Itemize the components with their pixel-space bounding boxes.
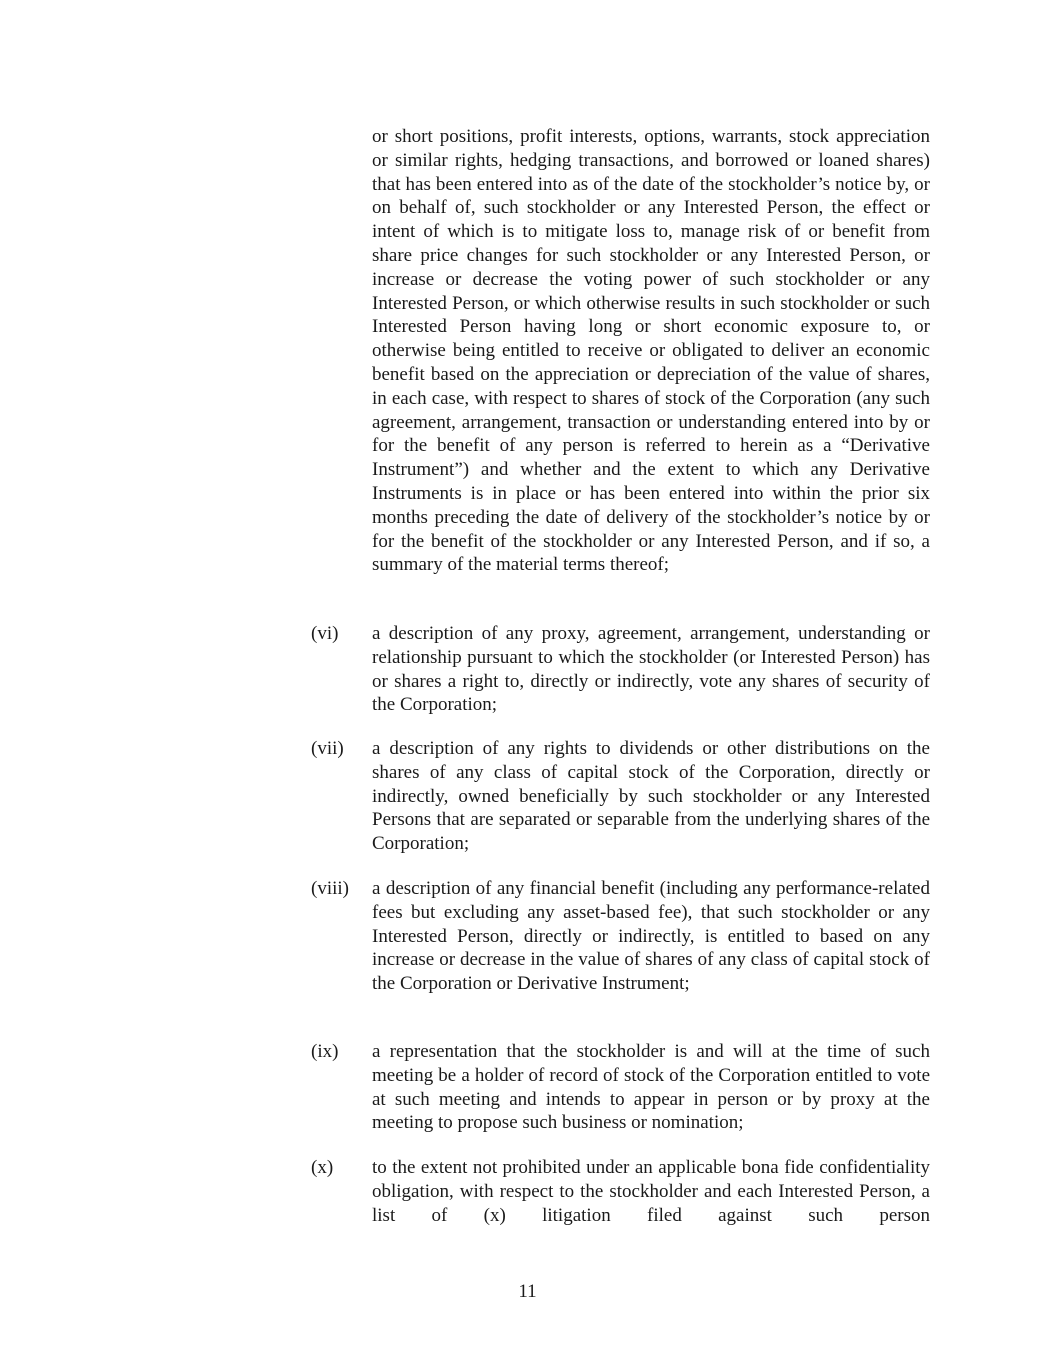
continuation-paragraph: or short positions, profit interests, options, warrants, stock appreciation or similar rights, hedging transactions, and borrowed or loaned shares) that has been entered into as of the date of the stockholder’s notice by, or on behalf of, such stockholder or any Interested Person, the effect or intent of which is to mitigate loss to, manage risk of or benefit from share price changes for such stockholder or any Interested Person, or increase or decrease the voting power of such stockholder or any Interested Person, or which otherwise results in such stockholder or such Interested Person having long or short economic exposure to, or otherwise being entitled to receive or obligated to deliver an economic benefit based on the appreciation or depreciation of the value of shares, in each case, with respect to shares of stock of the Corporation (any such agreement, arrangement, transaction or understanding entered into by or for the benefit of any person is referred to herein as a “Derivative Instrument”) and whether and the extent to which any Derivative Instruments is in place or has been entered into within the prior six months preceding the date of delivery of the stockholder’s notice by or for the benefit of the stockholder or any Interested Person, and if so, a summary of the material terms thereof; — [372, 126, 930, 576]
item-text-vi: a description of any proxy, agreement, arrangement, understanding or relationship pursuant to which the stockholder (or Interested Person) has or shares a right to, directly or indirectly, vote any shares of security of the Corporation; — [372, 623, 930, 716]
item-label-vii: (vii) — [311, 738, 344, 759]
item-label-viii: (viii) — [311, 878, 349, 899]
item-text-viii: a description of any financial benefit (including any performance-related fees but excluding any asset-based fee), that such stockholder or any Interested Person, directly or indirectly, is entitled to based on any increase or decrease in the value of shares of any class of capital stock of the Corporation or Derivative Instrument; — [372, 878, 930, 995]
item-label-vi: (vi) — [311, 623, 339, 644]
item-label-ix: (ix) — [311, 1041, 339, 1062]
item-text-ix: a representation that the stockholder is and will at the time of such meeting be a holder of record of stock of the Corporation entitled to vote at such meeting and intends to appear in person or by proxy at the meeting to propose such business or nomination; — [372, 1041, 930, 1134]
item-label-x: (x) — [311, 1157, 334, 1178]
item-text-vii: a description of any rights to dividends or other distributions on the shares of any class of capital stock of the Corporation, directly or indirectly, owned beneficially by such stockholder or any Interested Persons that are separated or separable from the underlying shares of the Corporation; — [372, 738, 930, 855]
item-text-x: to the extent not prohibited under an applicable bona fide confidentiality obligation, with respect to the stockholder and each Interested Person, a list of (x) litigation filed against such person — [372, 1157, 930, 1226]
page-number: 11 — [518, 1281, 537, 1302]
